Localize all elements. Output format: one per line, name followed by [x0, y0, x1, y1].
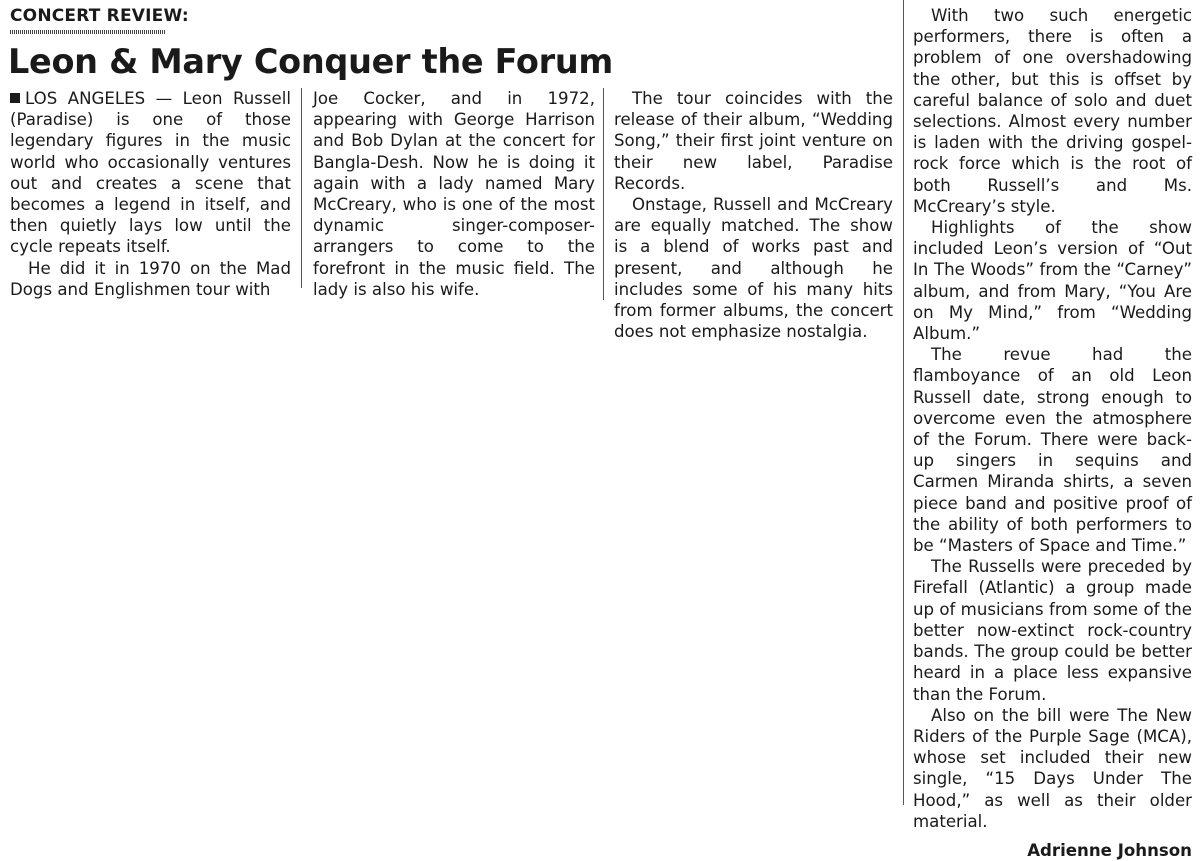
- kicker: CONCERT REVIEW:: [10, 6, 189, 26]
- bullet-icon: [10, 93, 20, 103]
- column-4: [913, 5, 1192, 861]
- paragraph: The Russells were preceded by Firefall (Atlantic) a group made up of musicians from some of the better now-extinct rock-country bands. The group could be better heard in a place less expansive than the Forum.: [913, 557, 1192, 704]
- paragraph: He did it in 1970 on the Mad Dogs and Englishmen tour with: [10, 258, 291, 299]
- headline: Leon & Mary Conquer the Forum: [8, 42, 613, 81]
- column-1: [10, 88, 291, 300]
- column-3: [614, 88, 893, 342]
- kicker-rule: [10, 30, 165, 34]
- paragraph: Highlights of the show included Leon’s version of “Out In The Woods” from the “Carney” album, and from Mary, “You Are on My Mind,” from “Wedding Album.”: [913, 218, 1192, 344]
- paragraph: The tour coincides with the release of their album, “Wedding Song,” their first joint venture on their new label, Paradise Records.: [614, 89, 893, 193]
- column-divider: [903, 0, 904, 805]
- byline: Adrienne Johnson: [1027, 840, 1192, 860]
- column-2: [313, 88, 595, 300]
- paragraph: Joe Cocker, and in 1972, appearing with George Harrison and Bob Dylan at the concert for Bangla-Desh. Now he is doing it again with a lady named Mary McCreary, who is one of the most dynamic singer-composer-arrangers to come to the forefront in the music field. The lady is also his wife.: [313, 89, 595, 299]
- paragraph: The revue had the flamboyance of an old Leon Russell date, strong enough to overcome even the atmosphere of the Forum. There were back-up singers in sequins and Carmen Miranda shirts, a seven piece band and positive proof of the ability of both performers to be “Masters of Space and Time.”: [913, 345, 1192, 556]
- paragraph: Onstage, Russell and McCreary are equally matched. The show is a blend of works past and present, and although he includes some of his many hits from former albums, the concert does not emphasize nostalgia.: [614, 195, 893, 342]
- paragraph: Also on the bill were The New Riders of the Purple Sage (MCA), whose set included their new single, “15 Days Under The Hood,” as well as their older material.: [913, 705, 1192, 831]
- paragraph: With two such energetic performers, there is often a problem of one overshadowing the other, but this is offset by careful balance of solo and duet selections. Almost every number is laden with the driving gospel-rock force which is the root of both Russell’s and Ms. McCreary’s style.: [913, 6, 1192, 216]
- column-divider: [603, 88, 604, 300]
- column-divider: [301, 88, 302, 288]
- paragraph: LOS ANGELES — Leon Russell (Paradise) is one of those legendary figures in the music world who occasionally ventures out and creates a scene that becomes a legend in itself, and then quietly lays low until the cycle repeats itself.: [10, 89, 291, 257]
